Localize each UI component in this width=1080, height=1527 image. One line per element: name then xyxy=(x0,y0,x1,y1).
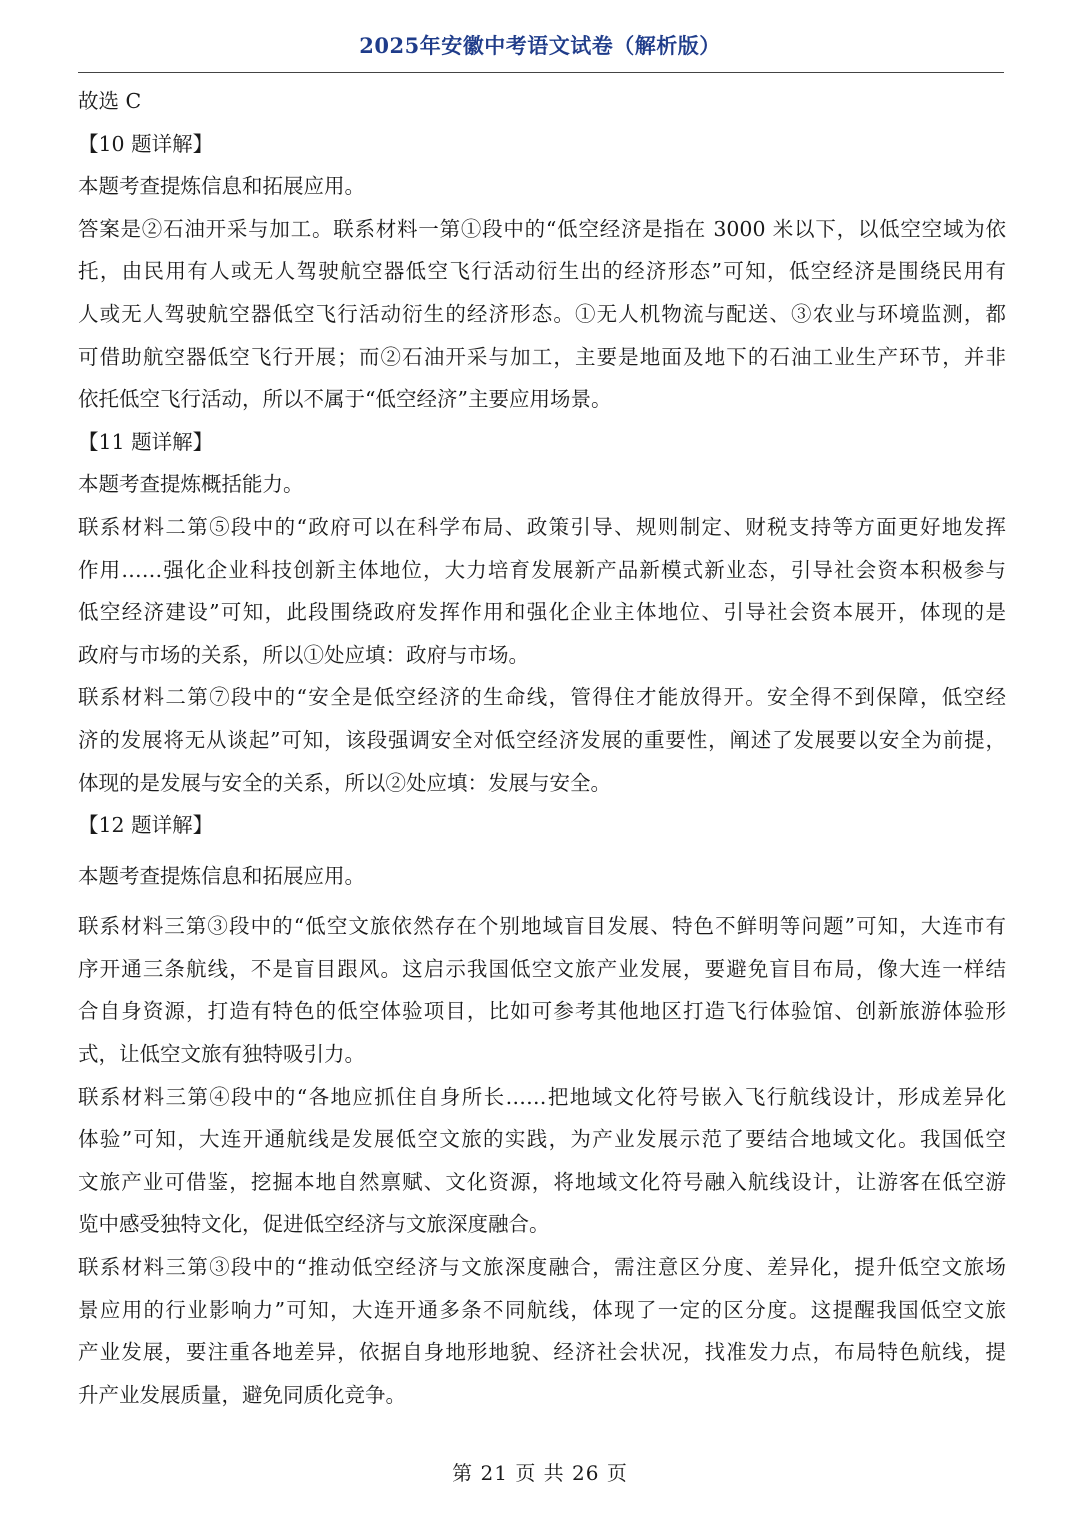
text-line: 体现的是发展与安全的关系，所以②处应填：发展与安全。 xyxy=(78,770,611,795)
text-line: 览中感受独特文化，促进低空经济与文旅深度融合。 xyxy=(78,1212,550,1237)
page-number: 第 21 页 共 26 页 xyxy=(452,1461,628,1485)
text-line: 作用……强化企业科技创新主体地位，大力培育发展新产品新模式新业态，引导社会资本积极参与 xyxy=(78,557,1006,582)
text-line: 合自身资源，打造有特色的低空体验项目，比如可参考其他地区打造飞行体验馆、创新旅游体验形 xyxy=(78,999,1006,1024)
header-divider xyxy=(78,72,1004,73)
text-line: 本题考查提炼概括能力。 xyxy=(78,472,304,497)
document-body xyxy=(78,80,1006,1416)
text-line: 本题考查提炼信息和拓展应用。 xyxy=(78,863,365,888)
text-line: 本题考查提炼信息和拓展应用。 xyxy=(78,174,365,199)
text-line: 答案是②石油开采与加工。联系材料一第①段中的“低空经济是指在 3000 米以下，以低空空域为依 xyxy=(78,216,1006,241)
text-line: 济的发展将无从谈起”可知，该段强调安全对低空经济发展的重要性，阐述了发展要以安全为前提， xyxy=(78,727,1006,752)
section-heading-q11: 【11 题详解】 xyxy=(78,429,214,454)
section-heading-q12: 【12 题详解】 xyxy=(78,813,214,838)
text-line: 依托低空飞行活动，所以不属于“低空经济”主要应用场景。 xyxy=(78,387,612,412)
text-line: 联系材料二第⑦段中的“安全是低空经济的生命线，管得住才能放得开。安全得不到保障，低空经 xyxy=(78,685,1006,710)
text-line: 政府与市场的关系，所以①处应填：政府与市场。 xyxy=(78,642,529,667)
answer-line: 故选 C xyxy=(78,89,142,113)
text-line: 人或无人驾驶航空器低空飞行活动衍生的经济形态。①无人机物流与配送、③农业与环境监测，都 xyxy=(78,301,1006,326)
text-line: 联系材料三第③段中的“低空文旅依然存在个别地域盲目发展、特色不鲜明等问题”可知，大连市有 xyxy=(78,914,1006,939)
text-line: 产业发展，要注重各地差异，依据自身地形地貌、经济社会状况，找准发力点，布局特色航线，提 xyxy=(78,1340,1006,1365)
document-header-title: 2025年安徽中考语文试卷（解析版） xyxy=(359,33,721,58)
text-line: 联系材料三第④段中的“各地应抓住自身所长……把地域文化符号嵌入飞行航线设计，形成差异化 xyxy=(78,1084,1006,1109)
text-line: 可借助航空器低空飞行开展；而②石油开采与加工，主要是地面及地下的石油工业生产环节，并非 xyxy=(78,344,1006,369)
text-line: 低空经济建设”可知，此段围绕政府发挥作用和强化企业主体地位、引导社会资本展开，体现的是 xyxy=(78,600,1006,625)
text-line: 文旅产业可借鉴，挖掘本地自然禀赋、文化资源，将地域文化符号融入航线设计，让游客在低空游 xyxy=(78,1169,1006,1194)
text-line: 景应用的行业影响力”可知，大连开通多条不同航线，体现了一定的区分度。这提醒我国低空文旅 xyxy=(78,1297,1006,1322)
text-line: 联系材料二第⑤段中的“政府可以在科学布局、政策引导、规则制定、财税支持等方面更好地发挥 xyxy=(78,514,1006,539)
text-line: 托，由民用有人或无人驾驶航空器低空飞行活动衍生出的经济形态”可知，低空经济是围绕民用有 xyxy=(78,259,1006,284)
section-heading-q10: 【10 题详解】 xyxy=(78,131,214,156)
text-line: 体验”可知，大连开通航线是发展低空文旅的实践，为产业发展示范了要结合地域文化。我国低空 xyxy=(78,1127,1006,1152)
text-line: 式，让低空文旅有独特吸引力。 xyxy=(78,1042,365,1067)
text-line: 序开通三条航线，不是盲目跟风。这启示我国低空文旅产业发展，要避免盲目布局，像大连一样结 xyxy=(78,956,1006,981)
text-line: 联系材料三第③段中的“推动低空经济与文旅深度融合，需注意区分度、差异化，提升低空文旅场 xyxy=(78,1255,1006,1280)
text-line: 升产业发展质量，避免同质化竞争。 xyxy=(78,1382,406,1407)
